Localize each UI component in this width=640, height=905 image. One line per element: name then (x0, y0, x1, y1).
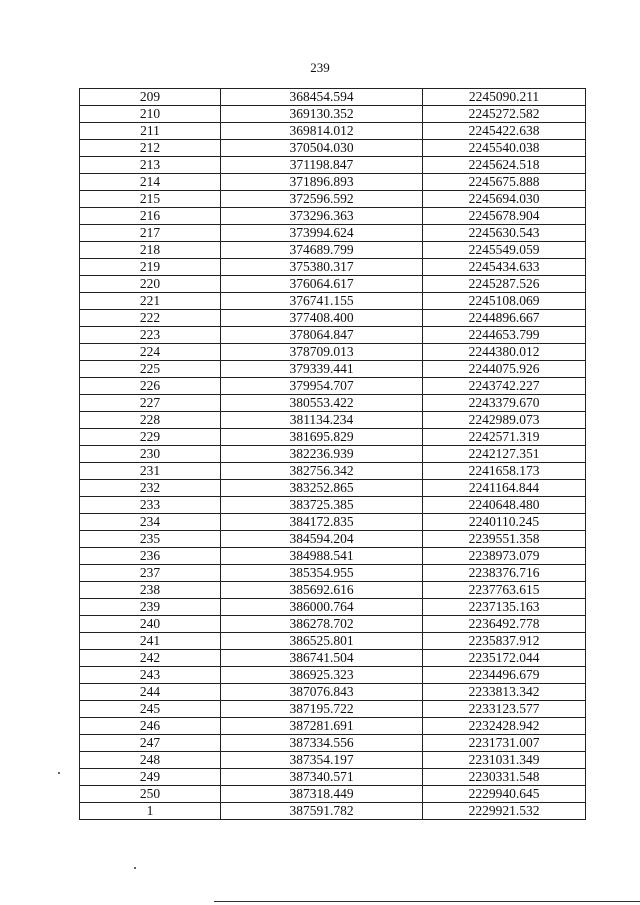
table-row (80, 208, 586, 225)
x-coordinate-cell: 387591.782 (221, 803, 423, 820)
table-row (80, 361, 586, 378)
point-number-cell: 240 (80, 616, 221, 633)
y-coordinate-cell: 2235837.912 (423, 633, 586, 650)
y-coordinate-cell: 2238973.079 (423, 548, 586, 565)
x-coordinate-cell: 380553.422 (221, 395, 423, 412)
x-coordinate-cell: 371198.847 (221, 157, 423, 174)
y-coordinate-cell: 2240110.245 (423, 514, 586, 531)
table-row (80, 786, 586, 803)
x-coordinate-cell: 378064.847 (221, 327, 423, 344)
point-number-cell: 217 (80, 225, 221, 242)
point-number-cell: 234 (80, 514, 221, 531)
table-row (80, 599, 586, 616)
y-coordinate-cell: 2245090.211 (423, 89, 586, 106)
y-coordinate-cell: 2245630.543 (423, 225, 586, 242)
coordinates-table (79, 88, 586, 820)
x-coordinate-cell: 375380.317 (221, 259, 423, 276)
point-number-cell: 216 (80, 208, 221, 225)
y-coordinate-cell: 2231031.349 (423, 752, 586, 769)
y-coordinate-cell: 2245434.633 (423, 259, 586, 276)
y-coordinate-cell: 2243379.670 (423, 395, 586, 412)
point-number-cell: 220 (80, 276, 221, 293)
point-number-cell: 244 (80, 684, 221, 701)
point-number-cell: 237 (80, 565, 221, 582)
x-coordinate-cell: 387195.722 (221, 701, 423, 718)
y-coordinate-cell: 2237135.163 (423, 599, 586, 616)
table-row (80, 752, 586, 769)
page-number: 239 (310, 60, 330, 75)
y-coordinate-cell: 2231731.007 (423, 735, 586, 752)
y-coordinate-cell: 2233813.342 (423, 684, 586, 701)
table-row (80, 327, 586, 344)
x-coordinate-cell: 387281.691 (221, 718, 423, 735)
x-coordinate-cell: 374689.799 (221, 242, 423, 259)
point-number-cell: 242 (80, 650, 221, 667)
table-row (80, 89, 586, 106)
x-coordinate-cell: 369130.352 (221, 106, 423, 123)
x-coordinate-cell: 386278.702 (221, 616, 423, 633)
x-coordinate-cell: 385692.616 (221, 582, 423, 599)
y-coordinate-cell: 2241164.844 (423, 480, 586, 497)
x-coordinate-cell: 379954.707 (221, 378, 423, 395)
table-row (80, 633, 586, 650)
y-coordinate-cell: 2244075.926 (423, 361, 586, 378)
point-number-cell: 250 (80, 786, 221, 803)
x-coordinate-cell: 373296.363 (221, 208, 423, 225)
y-coordinate-cell: 2245675.888 (423, 174, 586, 191)
y-coordinate-cell: 2236492.778 (423, 616, 586, 633)
point-number-cell: 226 (80, 378, 221, 395)
table-row (80, 565, 586, 582)
y-coordinate-cell: 2244653.799 (423, 327, 586, 344)
y-coordinate-cell: 2245694.030 (423, 191, 586, 208)
point-number-cell: 247 (80, 735, 221, 752)
point-number-cell: 233 (80, 497, 221, 514)
point-number-cell: 245 (80, 701, 221, 718)
point-number-cell: 210 (80, 106, 221, 123)
x-coordinate-cell: 376064.617 (221, 276, 423, 293)
table-row (80, 123, 586, 140)
y-coordinate-cell: 2242989.073 (423, 412, 586, 429)
table-row (80, 276, 586, 293)
x-coordinate-cell: 386000.764 (221, 599, 423, 616)
point-number-cell: 236 (80, 548, 221, 565)
x-coordinate-cell: 387318.449 (221, 786, 423, 803)
y-coordinate-cell: 2245272.582 (423, 106, 586, 123)
y-coordinate-cell: 2232428.942 (423, 718, 586, 735)
x-coordinate-cell: 386741.504 (221, 650, 423, 667)
scan-speck (134, 867, 136, 869)
point-number-cell: 235 (80, 531, 221, 548)
table-row (80, 582, 586, 599)
point-number-cell: 248 (80, 752, 221, 769)
table-row (80, 718, 586, 735)
x-coordinate-cell: 373994.624 (221, 225, 423, 242)
y-coordinate-cell: 2230331.548 (423, 769, 586, 786)
y-coordinate-cell: 2245549.059 (423, 242, 586, 259)
x-coordinate-cell: 382236.939 (221, 446, 423, 463)
table-row (80, 684, 586, 701)
point-number-cell: 219 (80, 259, 221, 276)
x-coordinate-cell: 371896.893 (221, 174, 423, 191)
y-coordinate-cell: 2245422.638 (423, 123, 586, 140)
point-number-cell: 232 (80, 480, 221, 497)
point-number-cell: 230 (80, 446, 221, 463)
x-coordinate-cell: 369814.012 (221, 123, 423, 140)
table-row (80, 531, 586, 548)
table-row (80, 344, 586, 361)
table-row (80, 174, 586, 191)
y-coordinate-cell: 2243742.227 (423, 378, 586, 395)
y-coordinate-cell: 2245678.904 (423, 208, 586, 225)
x-coordinate-cell: 379339.441 (221, 361, 423, 378)
table-row (80, 548, 586, 565)
scan-speck (58, 772, 60, 774)
table-row (80, 293, 586, 310)
point-number-cell: 215 (80, 191, 221, 208)
y-coordinate-cell: 2242127.351 (423, 446, 586, 463)
point-number-cell: 238 (80, 582, 221, 599)
x-coordinate-cell: 386525.801 (221, 633, 423, 650)
table-row (80, 140, 586, 157)
x-coordinate-cell: 376741.155 (221, 293, 423, 310)
y-coordinate-cell: 2245540.038 (423, 140, 586, 157)
table-row (80, 769, 586, 786)
y-coordinate-cell: 2237763.615 (423, 582, 586, 599)
point-number-cell: 209 (80, 89, 221, 106)
x-coordinate-cell: 387354.197 (221, 752, 423, 769)
table-row (80, 446, 586, 463)
y-coordinate-cell: 2242571.319 (423, 429, 586, 446)
x-coordinate-cell: 386925.323 (221, 667, 423, 684)
x-coordinate-cell: 382756.342 (221, 463, 423, 480)
table-row (80, 497, 586, 514)
x-coordinate-cell: 385354.955 (221, 565, 423, 582)
table-row (80, 616, 586, 633)
point-number-cell: 229 (80, 429, 221, 446)
x-coordinate-cell: 387334.556 (221, 735, 423, 752)
y-coordinate-cell: 2245287.526 (423, 276, 586, 293)
x-coordinate-cell: 384172.835 (221, 514, 423, 531)
point-number-cell: 214 (80, 174, 221, 191)
point-number-cell: 246 (80, 718, 221, 735)
point-number-cell: 228 (80, 412, 221, 429)
table-row (80, 310, 586, 327)
table-row (80, 803, 586, 820)
table-row (80, 463, 586, 480)
point-number-cell: 241 (80, 633, 221, 650)
table-row (80, 701, 586, 718)
table-row (80, 191, 586, 208)
point-number-cell: 222 (80, 310, 221, 327)
table-row (80, 412, 586, 429)
y-coordinate-cell: 2233123.577 (423, 701, 586, 718)
table-row (80, 395, 586, 412)
x-coordinate-cell: 370504.030 (221, 140, 423, 157)
x-coordinate-cell: 387076.843 (221, 684, 423, 701)
table-row (80, 514, 586, 531)
point-number-cell: 225 (80, 361, 221, 378)
y-coordinate-cell: 2245108.069 (423, 293, 586, 310)
y-coordinate-cell: 2238376.716 (423, 565, 586, 582)
point-number-cell: 212 (80, 140, 221, 157)
x-coordinate-cell: 384594.204 (221, 531, 423, 548)
x-coordinate-cell: 368454.594 (221, 89, 423, 106)
table-row (80, 735, 586, 752)
table-row (80, 650, 586, 667)
y-coordinate-cell: 2240648.480 (423, 497, 586, 514)
point-number-cell: 223 (80, 327, 221, 344)
point-number-cell: 249 (80, 769, 221, 786)
y-coordinate-cell: 2234496.679 (423, 667, 586, 684)
point-number-cell: 239 (80, 599, 221, 616)
x-coordinate-cell: 384988.541 (221, 548, 423, 565)
table-row (80, 378, 586, 395)
x-coordinate-cell: 378709.013 (221, 344, 423, 361)
y-coordinate-cell: 2244896.667 (423, 310, 586, 327)
point-number-cell: 227 (80, 395, 221, 412)
table-row (80, 157, 586, 174)
table-body (80, 89, 586, 820)
x-coordinate-cell: 387340.571 (221, 769, 423, 786)
point-number-cell: 231 (80, 463, 221, 480)
point-number-cell: 224 (80, 344, 221, 361)
x-coordinate-cell: 377408.400 (221, 310, 423, 327)
table-row (80, 106, 586, 123)
x-coordinate-cell: 381695.829 (221, 429, 423, 446)
y-coordinate-cell: 2235172.044 (423, 650, 586, 667)
y-coordinate-cell: 2245624.518 (423, 157, 586, 174)
point-number-cell: 218 (80, 242, 221, 259)
table-row (80, 667, 586, 684)
table-row (80, 480, 586, 497)
x-coordinate-cell: 383252.865 (221, 480, 423, 497)
y-coordinate-cell: 2229940.645 (423, 786, 586, 803)
table-row (80, 429, 586, 446)
point-number-cell: 213 (80, 157, 221, 174)
page-edge-line (214, 901, 640, 902)
x-coordinate-cell: 372596.592 (221, 191, 423, 208)
point-number-cell: 1 (80, 803, 221, 820)
point-number-cell: 243 (80, 667, 221, 684)
x-coordinate-cell: 383725.385 (221, 497, 423, 514)
table-row (80, 242, 586, 259)
table-row (80, 225, 586, 242)
table-row (80, 259, 586, 276)
point-number-cell: 211 (80, 123, 221, 140)
y-coordinate-cell: 2241658.173 (423, 463, 586, 480)
x-coordinate-cell: 381134.234 (221, 412, 423, 429)
point-number-cell: 221 (80, 293, 221, 310)
y-coordinate-cell: 2229921.532 (423, 803, 586, 820)
y-coordinate-cell: 2244380.012 (423, 344, 586, 361)
y-coordinate-cell: 2239551.358 (423, 531, 586, 548)
